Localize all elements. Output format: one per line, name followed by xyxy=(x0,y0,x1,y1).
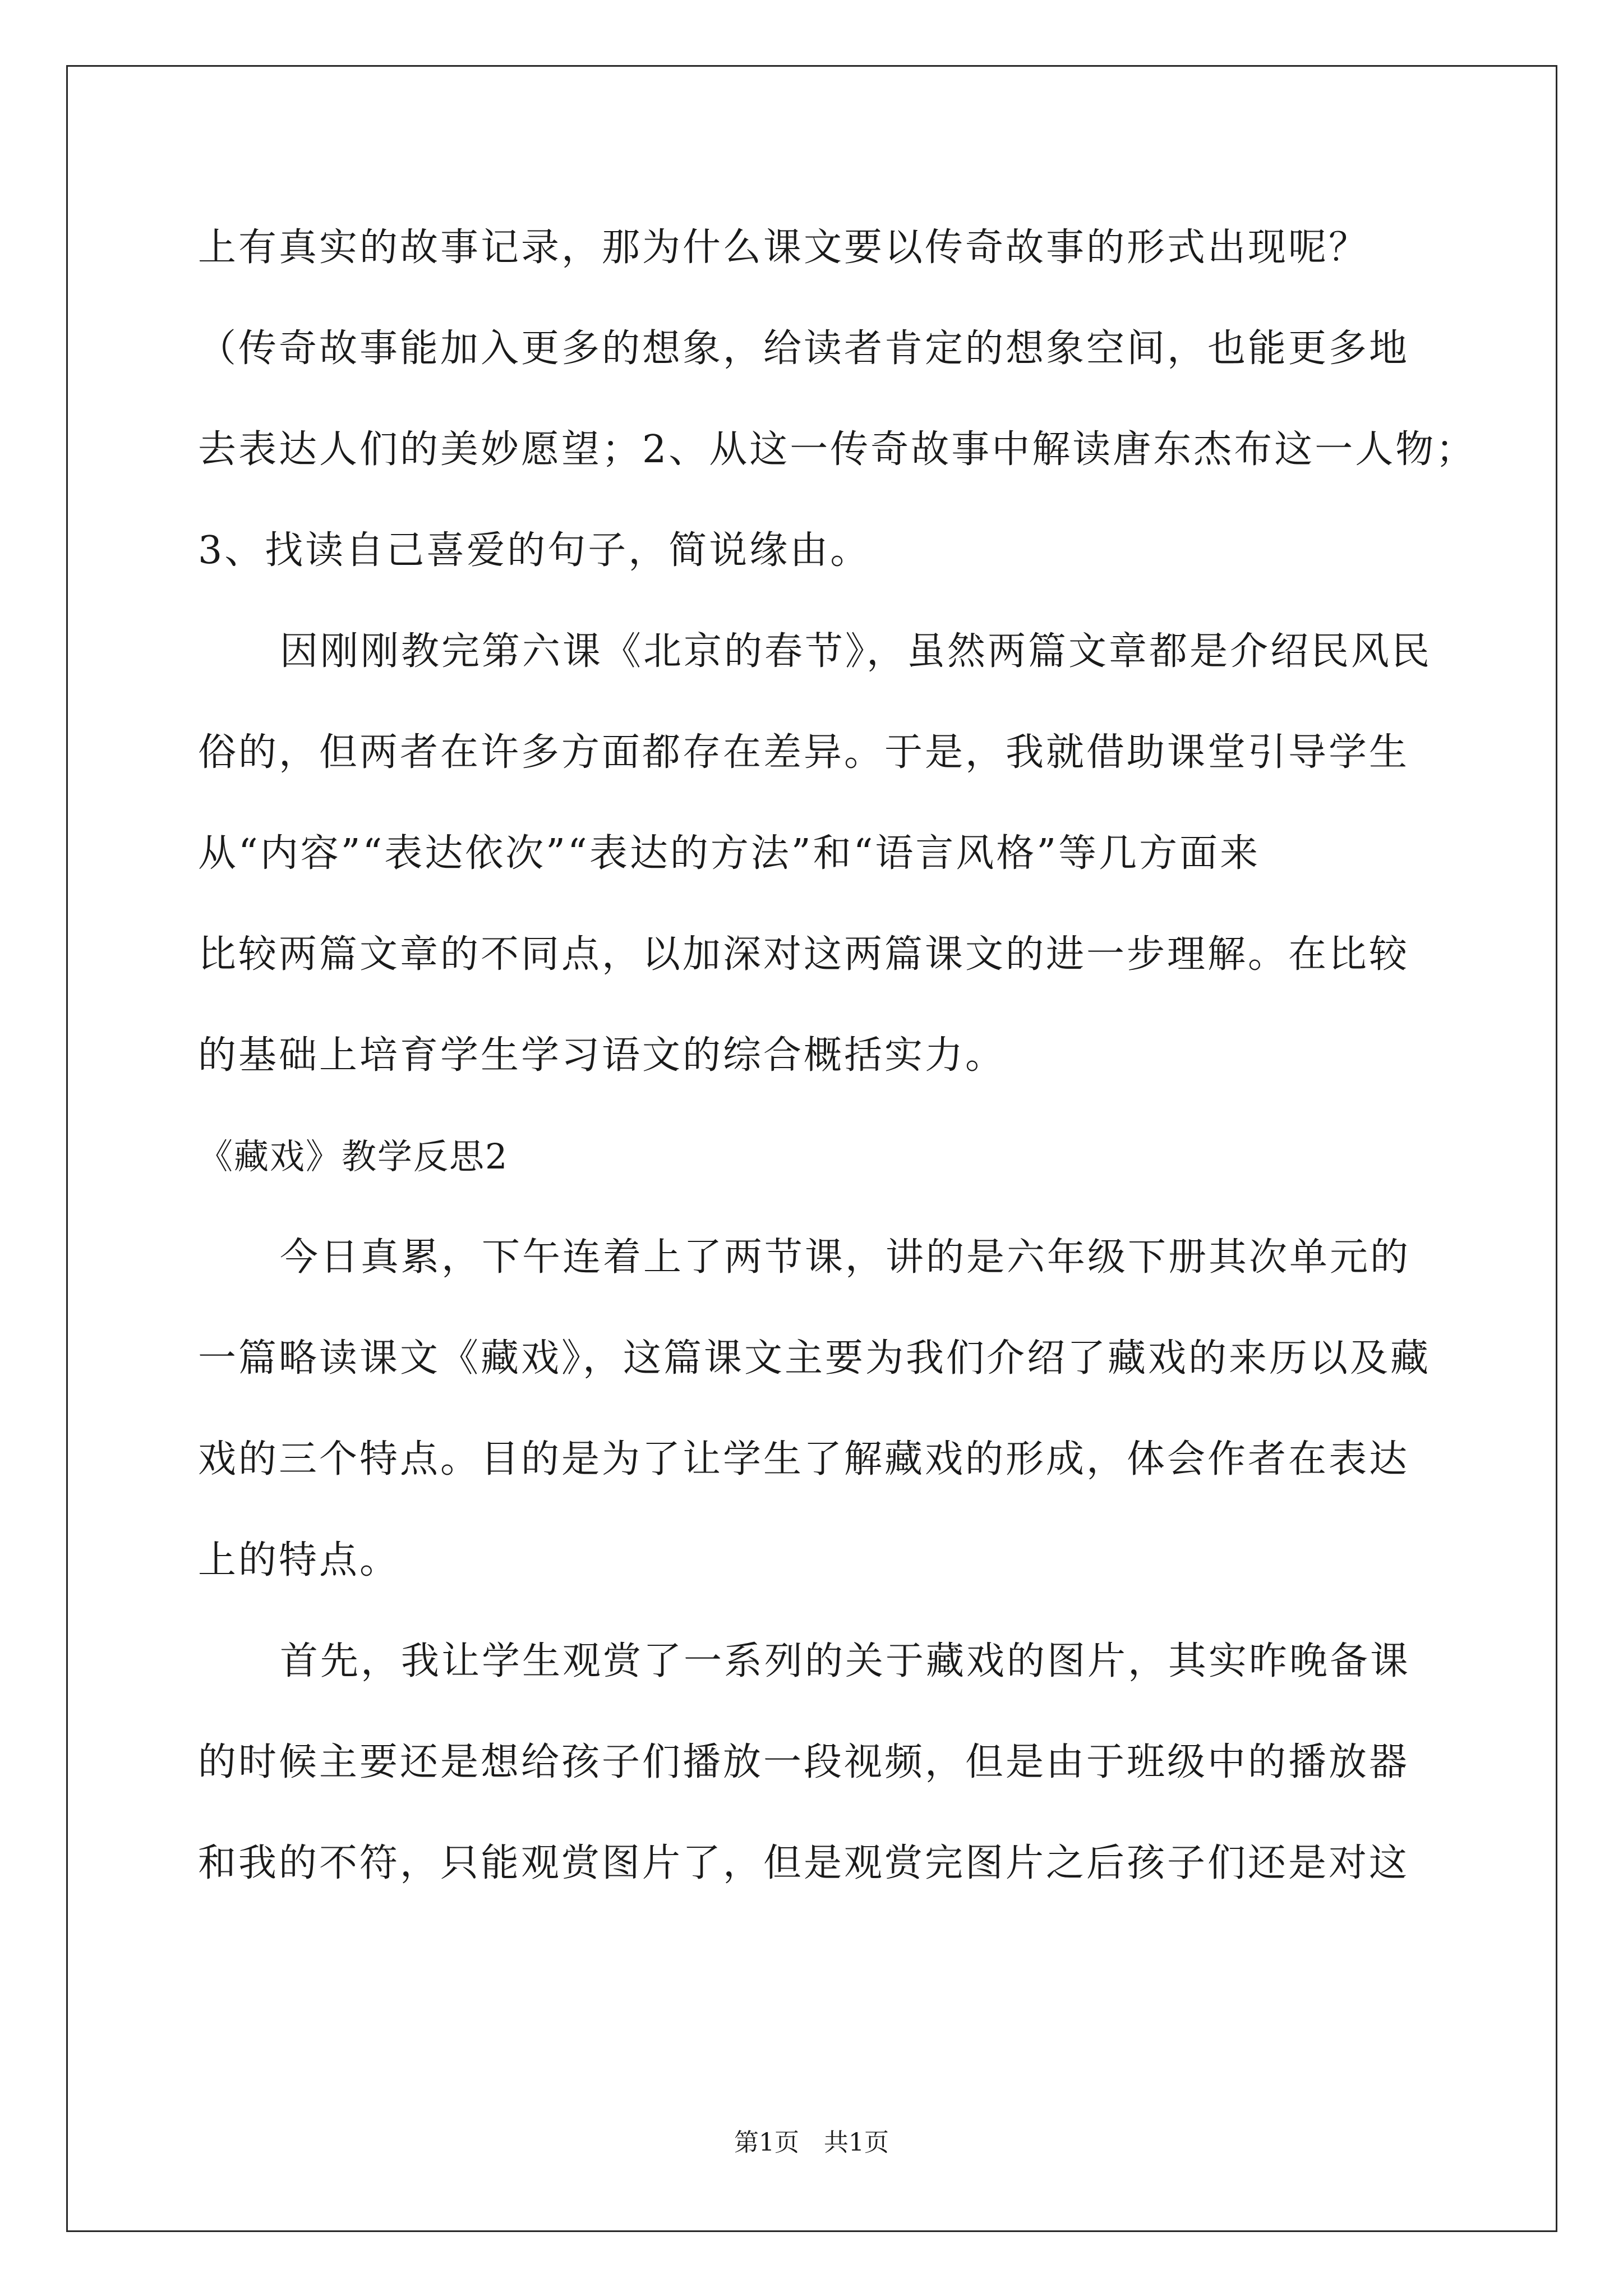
section-heading: 《藏戏》教学反思2 xyxy=(198,1136,509,1177)
document-body xyxy=(198,197,1477,1914)
text-line: 比较两篇文章的不同点，以加深对这两篇课文的进一步理解。在比较 xyxy=(198,932,1410,977)
text-line: 戏的三个特点。目的是为了让学生了解藏戏的形成，体会作者在表达 xyxy=(198,1437,1410,1481)
text-line: 俗的，但两者在许多方面都存在差异。于是，我就借助课堂引导学生 xyxy=(198,730,1410,775)
text-line: 从“内容”“表达依次”“表达的方法”和“语言风格”等几方面来 xyxy=(198,831,1261,876)
text-line: 首先，我让学生观赏了一系列的关于藏戏的图片，其实昨晚备课 xyxy=(280,1639,1411,1683)
text-line: 和我的不符，只能观赏图片了，但是观赏完图片之后孩子们还是对这 xyxy=(198,1841,1410,1885)
text-line: 一篇略读课文《藏戏》，这篇课文主要为我们介绍了藏戏的来历以及藏 xyxy=(198,1336,1431,1381)
text-line: 上的特点。 xyxy=(198,1538,400,1582)
text-line: 去表达人们的美妙愿望；2、从这一传奇故事中解读唐东杰布这一人物； xyxy=(198,427,1477,472)
page-footer: 第1页 共1页 xyxy=(734,2128,889,2157)
text-line: 因刚刚教完第六课《北京的春节》，虽然两篇文章都是介绍民风民 xyxy=(280,629,1432,674)
text-line: 上有真实的故事记录，那为什么课文要以传奇故事的形式出现呢？ xyxy=(198,226,1370,270)
text-line: 的基础上培育学生学习语文的综合概括实力。 xyxy=(198,1033,1006,1078)
text-line: 3、找读自己喜爱的句子，简说缘由。 xyxy=(198,528,871,573)
text-line: （传奇故事能加入更多的想象，给读者肯定的想象空间，也能更多地 xyxy=(198,326,1410,371)
text-line: 的时候主要还是想给孩子们播放一段视频，但是由于班级中的播放器 xyxy=(198,1740,1410,1784)
text-line: 今日真累，下午连着上了两节课，讲的是六年级下册其次单元的 xyxy=(280,1235,1411,1280)
